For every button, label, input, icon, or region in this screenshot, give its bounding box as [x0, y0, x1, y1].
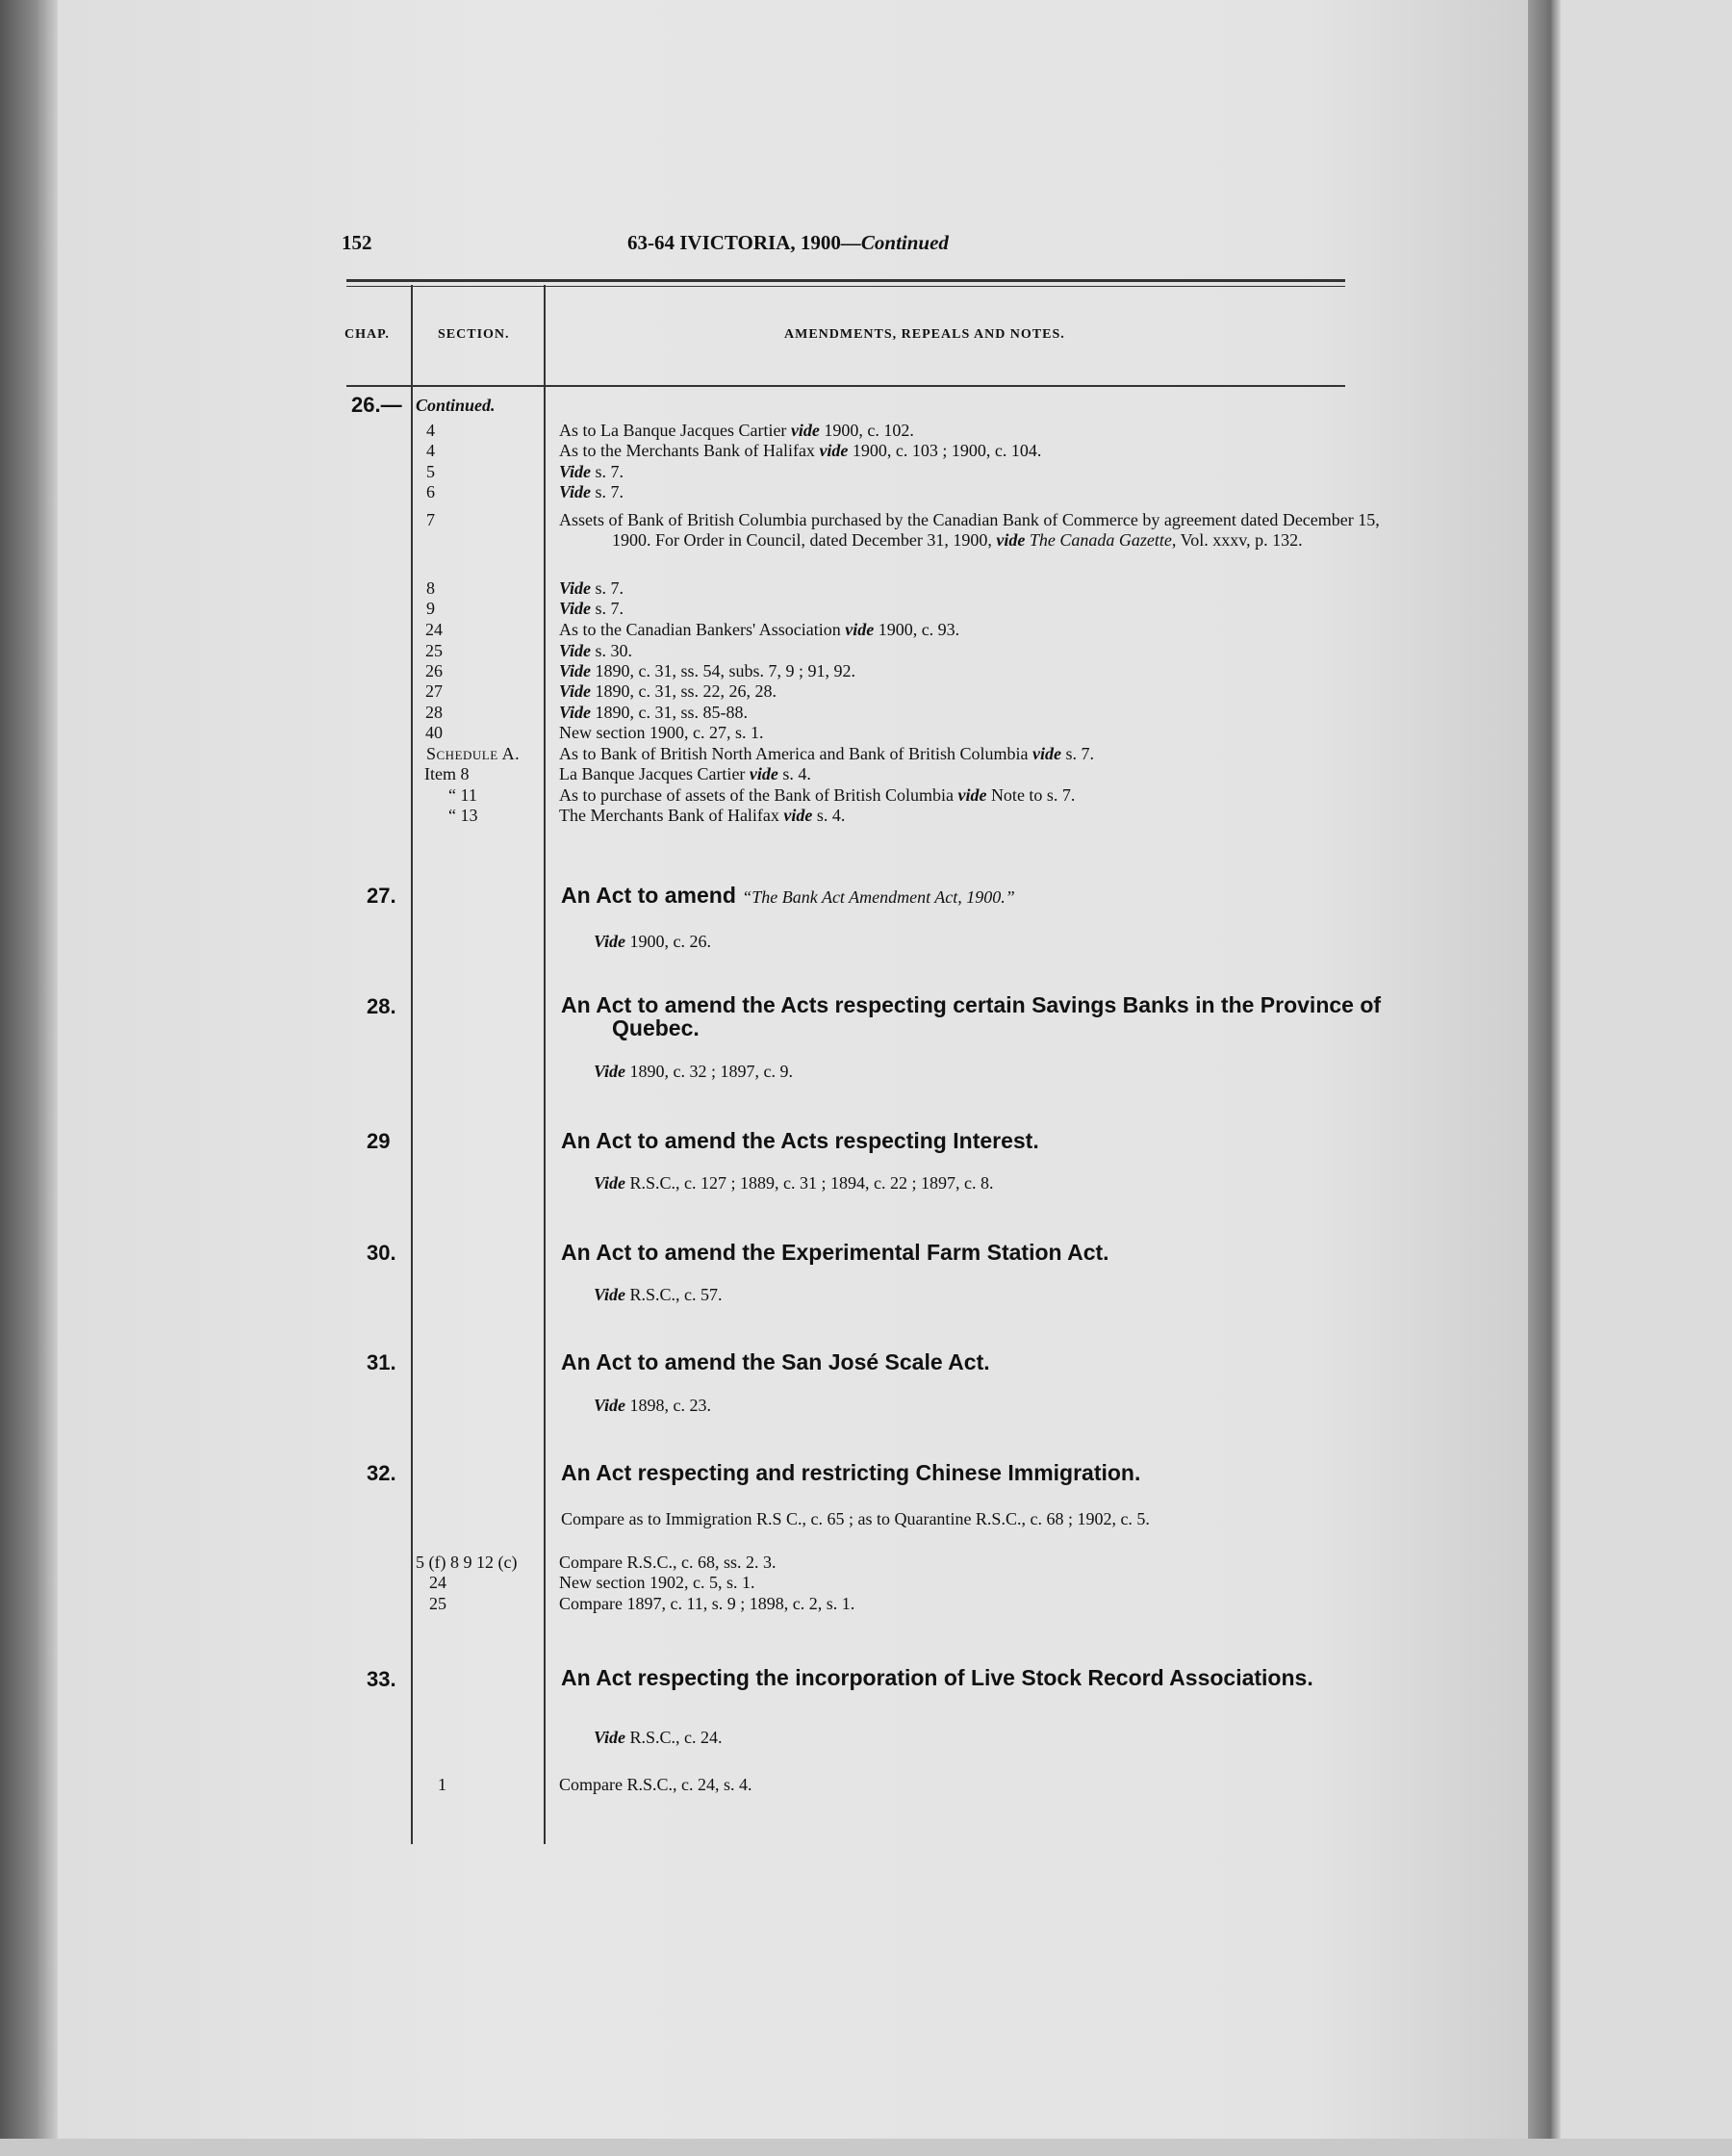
header-rule-top — [346, 279, 1345, 282]
section-number: 8 — [426, 578, 435, 598]
note-text — [559, 661, 855, 681]
note-vide: vide — [845, 620, 875, 639]
note-text — [559, 421, 914, 441]
section-number: “ 13 — [448, 806, 478, 825]
note-part: s. 7. — [591, 599, 624, 618]
note-vide: vide — [996, 530, 1026, 550]
note-vide: vide — [790, 421, 820, 440]
act-reference — [594, 1285, 723, 1305]
chapter-number: 29 — [367, 1129, 391, 1153]
section-number: 6 — [426, 482, 435, 501]
note-text — [559, 681, 777, 702]
column-header-notes: AMENDMENTS, REPEALS AND NOTES. — [784, 327, 1065, 342]
section-number: 4 — [426, 421, 435, 440]
act-reference — [594, 932, 711, 952]
note-part: s. 4. — [812, 806, 846, 825]
note-gazette: The Canada Gazette — [1029, 530, 1172, 550]
act-title-text: An Act respecting the incorporation of Live Stock Record Associations. — [561, 1665, 1313, 1690]
section-number: 1 — [438, 1775, 446, 1794]
note-text: New section 1902, c. 5, s. 1. — [559, 1573, 755, 1592]
note-text — [559, 703, 748, 723]
reference-text: R.S.C., c. 24. — [625, 1728, 723, 1747]
note-part: 1890, c. 31, ss. 54, subs. 7, 9 ; 91, 92. — [591, 661, 856, 680]
act-reference — [594, 1062, 793, 1082]
act-title — [561, 1460, 1140, 1486]
note-part: La Banque Jacques Cartier — [559, 764, 750, 783]
section-number: 40 — [425, 723, 443, 742]
note-text — [559, 462, 624, 482]
section-number: 26 — [425, 661, 443, 680]
page-title-text: 63-64 IVICTORIA, 1900 — [627, 231, 841, 254]
note-text: Compare 1897, c. 11, s. 9 ; 1898, c. 2, s. 1. — [559, 1594, 855, 1613]
reference-vide: Vide — [594, 1396, 626, 1415]
facing-page-edge — [1551, 0, 1732, 2139]
section-number: 28 — [425, 703, 443, 722]
section-number: 24 — [429, 1573, 446, 1592]
chapter-number: 30. — [367, 1241, 396, 1265]
note-text — [559, 599, 624, 619]
reference-text: 1898, c. 23. — [625, 1396, 712, 1415]
act-reference — [561, 1509, 1150, 1529]
chapter-number: 28. — [367, 994, 396, 1018]
scan-bottom-edge — [0, 2139, 1732, 2156]
note-part: As to purchase of assets of the Bank of British Columbia — [559, 785, 958, 805]
act-title-text: An Act to amend the Experimental Farm Station Act. — [561, 1240, 1109, 1265]
note-vide: Vide — [559, 681, 592, 701]
note-text — [559, 764, 811, 784]
section-number: Item 8 — [424, 764, 470, 783]
section-number: 5 (f) 8 9 12 (c) — [416, 1553, 518, 1572]
column-divider-2 — [544, 285, 546, 1844]
note-part: As to Bank of British North America and Bank of British Columbia — [559, 744, 1032, 763]
note-vide: vide — [749, 764, 778, 783]
column-divider-1 — [411, 285, 413, 1844]
note-text — [559, 510, 1401, 551]
section-number: 24 — [425, 620, 443, 639]
act-title-text: An Act to amend — [561, 883, 743, 908]
note-part: s. 30. — [591, 641, 633, 660]
note-part: As to the Merchants Bank of Halifax — [559, 441, 820, 460]
column-header-rule — [346, 385, 1345, 387]
note-vide: vide — [957, 785, 987, 805]
note-vide: Vide — [559, 703, 592, 722]
section-number: 5 — [426, 462, 435, 481]
note-text — [559, 620, 959, 640]
note-part: 1890, c. 31, ss. 22, 26, 28. — [591, 681, 777, 701]
note-vide: vide — [819, 441, 849, 460]
note-vide: Vide — [559, 462, 592, 481]
note-text — [559, 785, 1075, 806]
note-part: 1890, c. 31, ss. 85-88. — [591, 703, 749, 722]
note-part: The Merchants Bank of Halifax — [559, 806, 784, 825]
note-text — [559, 641, 632, 661]
act-title — [561, 1349, 990, 1375]
act-title — [561, 1240, 1109, 1266]
section-number: 7 — [426, 510, 435, 529]
reference-vide: Vide — [594, 1728, 626, 1747]
act-reference — [594, 1396, 711, 1416]
reference-text: R.S.C., c. 127 ; 1889, c. 31 ; 1894, c. 22 ; 1897, c. 8. — [625, 1173, 994, 1193]
note-part: Note to s. 7. — [986, 785, 1076, 805]
act-title-text: An Act to amend the Acts respecting Interest. — [561, 1128, 1039, 1153]
note-vide: vide — [783, 806, 813, 825]
act-title-text: An Act respecting and restricting Chinese Immigration. — [561, 1460, 1141, 1485]
note-vide: Vide — [559, 578, 592, 598]
act-title-text: An Act to amend the Acts respecting certain Savings Banks in the Province of Quebec. — [561, 992, 1382, 1040]
act-title-text: An Act to amend the San José Scale Act. — [561, 1349, 990, 1374]
reference-vide: Vide — [594, 1285, 626, 1304]
continued-label: Continued. — [416, 396, 496, 415]
reference-text: 1900, c. 26. — [625, 932, 712, 951]
reference-text: Compare as to Immigration R.S C., c. 65 ; as to Quarantine R.S.C., c. 68 ; 1902, c. 5. — [561, 1509, 1150, 1528]
act-title — [561, 1666, 1401, 1689]
note-text: Compare R.S.C., c. 24, s. 4. — [559, 1775, 752, 1794]
note-part: s. 7. — [1060, 744, 1094, 763]
section-number: 25 — [429, 1594, 446, 1613]
note-vide: Vide — [559, 482, 592, 501]
reference-vide: Vide — [594, 1173, 626, 1193]
note-part: 1900, c. 93. — [874, 620, 960, 639]
note-part: Assets of Bank of British Columbia purchased by the Canadian Bank of Commerce by agreement dated December 15, 1900. For Order in Council, dated December 31, 1900, — [559, 510, 1380, 550]
note-text — [559, 723, 763, 743]
note-text — [559, 744, 1094, 764]
act-title-italic: “The Bank Act Amendment Act, 1900.” — [742, 887, 1015, 907]
note-text — [559, 806, 845, 826]
note-vide: Vide — [559, 661, 592, 680]
note-part: As to La Banque Jacques Cartier — [559, 421, 791, 440]
note-part: New section 1900, c. 27, s. 1. — [559, 723, 764, 742]
act-reference — [594, 1173, 994, 1194]
note-part: 1900, c. 102. — [819, 421, 914, 440]
header-rule-bottom — [346, 286, 1345, 287]
note-text — [559, 482, 624, 502]
note-text: Compare R.S.C., c. 68, ss. 2. 3. — [559, 1553, 777, 1572]
chapter-number: 32. — [367, 1461, 396, 1485]
note-part: s. 7. — [591, 482, 624, 501]
note-text — [559, 441, 1041, 461]
section-number: 27 — [425, 681, 443, 701]
page-title-suffix: —Continued — [840, 231, 949, 254]
act-title — [561, 1128, 1039, 1154]
section-number: 4 — [426, 441, 435, 460]
reference-vide: Vide — [594, 932, 626, 951]
column-header-section: SECTION. — [438, 327, 510, 342]
section-number: Schedule A. — [426, 744, 521, 763]
chapter-number: 31. — [367, 1350, 396, 1374]
reference-text: 1890, c. 32 ; 1897, c. 9. — [625, 1062, 793, 1081]
act-title — [561, 993, 1401, 1040]
book-gutter — [1528, 0, 1551, 2139]
section-number: “ 11 — [448, 785, 477, 805]
note-part: s. 7. — [591, 578, 624, 598]
section-number: 9 — [426, 599, 435, 618]
section-number: 25 — [425, 641, 443, 660]
note-part: s. 7. — [591, 462, 624, 481]
note-part: , Vol. xxxv, p. 132. — [1171, 530, 1303, 550]
reference-vide: Vide — [594, 1062, 626, 1081]
note-vide: vide — [1032, 744, 1061, 763]
chapter-number: 26.— — [351, 393, 402, 417]
act-reference — [594, 1728, 723, 1748]
chapter-number: 27. — [367, 884, 396, 908]
act-title — [561, 883, 1015, 909]
book-spine-edge — [0, 0, 58, 2156]
reference-text: R.S.C., c. 57. — [625, 1285, 723, 1304]
column-header-chap: CHAP. — [344, 327, 390, 342]
note-vide: Vide — [559, 599, 592, 618]
note-vide: Vide — [559, 641, 592, 660]
note-part: As to the Canadian Bankers' Association — [559, 620, 846, 639]
page-number: 152 — [342, 231, 372, 254]
note-text — [559, 578, 624, 599]
page-sheet — [58, 0, 1528, 2139]
chapter-number: 33. — [367, 1667, 396, 1691]
page-title — [627, 231, 949, 255]
note-part: 1900, c. 103 ; 1900, c. 104. — [848, 441, 1042, 460]
note-part: s. 4. — [777, 764, 811, 783]
